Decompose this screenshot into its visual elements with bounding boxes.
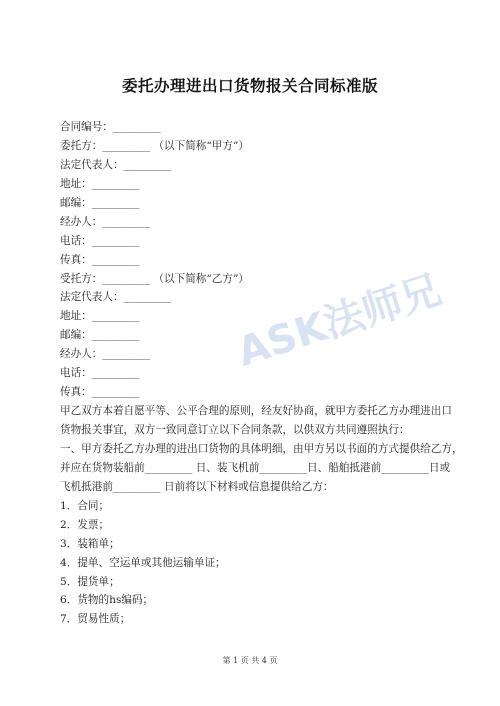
document-title: 委托办理进出口货物报关合同标准版 [121, 76, 378, 95]
document-line: 并应在货物装船前_________ 日、装飞机前_________日、船舶抵港前_________日或 [60, 461, 451, 474]
document-line: 传真：_________ [60, 253, 140, 266]
document-line: 委托方：_________ （以下简称“甲方”） [60, 139, 249, 152]
document-line: 2．发票； [60, 518, 110, 531]
document-line: 3．装箱单； [60, 537, 120, 550]
document-line: 法定代表人：_________ [60, 291, 172, 304]
document-line: 5．提货单； [60, 575, 120, 588]
document-line: 电话：_________ [60, 234, 140, 247]
document-line: 经办人：_________ [60, 348, 151, 361]
document-body [60, 118, 470, 629]
document-line: 电话：_________ [60, 367, 140, 380]
document-line: 经办人：_________ [60, 215, 151, 228]
page-footer: 第 1 页 共 4 页 [222, 656, 278, 665]
document-line: 合同编号：_________ [60, 121, 161, 133]
document-line: 飞机抵港前_________ 日前将以下材料或信息提供给乙方： [60, 480, 334, 493]
document-line: 4．提单、空运单或其他运输单证； [60, 556, 226, 569]
document-line: 1．合同； [60, 499, 110, 512]
document-line: 邮编：_________ [60, 196, 140, 209]
document-line: 一、甲方委托乙方办理的进出口货物的具体明细，由甲方另以书面的方式提供给乙方， [60, 442, 463, 455]
document-line: 邮编：_________ [60, 329, 140, 342]
document-line: 7．贸易性质； [60, 613, 131, 626]
document-line: 货物报关事宜，双方一致同意订立以下合同条款，以供双方共同遵照执行： [60, 424, 410, 436]
watermark-logo: ASK法师兄 [231, 266, 447, 376]
document-line: 地址：_________ [60, 310, 140, 323]
document-line: 受托方：_________ （以下简称“乙方”） [60, 272, 249, 285]
document-line: 传真：_________ [60, 386, 140, 399]
document-line: 地址：_________ [60, 177, 140, 190]
document-line: 法定代表人：_________ [60, 158, 172, 171]
document-line: 6．货物的hs编码； [60, 594, 154, 607]
document-line: 甲乙双方本着自愿平等、公平合理的原则，经友好协商，就甲方委托乙方办理进出口 [60, 405, 452, 418]
